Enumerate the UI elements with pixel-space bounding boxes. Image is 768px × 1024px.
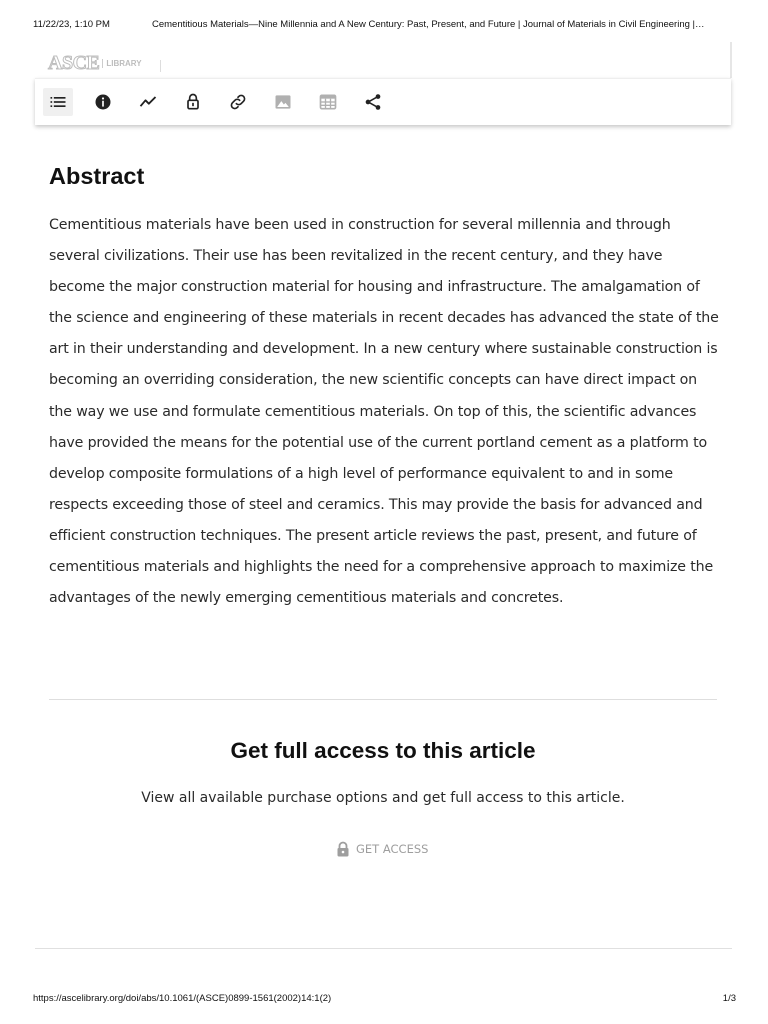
info-icon [93,92,113,112]
contents-button[interactable] [43,88,73,116]
print-header [0,0,768,50]
access-description: View all available purchase options and get full access to this article. [141,790,625,806]
link-button[interactable] [226,90,250,114]
bottom-rule [35,948,732,949]
print-url: https://ascelibrary.org/doi/abs/10.1061/(ASCE)0899-1561(2002)14:1(2) [33,993,332,1004]
get-access-button[interactable] [336,841,428,857]
print-page-number: 1/3 [722,993,736,1004]
lock-icon [183,92,203,112]
image-icon [273,92,293,112]
list-icon [48,92,68,112]
access-heading: Get full access to this article [230,738,536,763]
print-footer [0,993,768,1013]
figures-button[interactable] [271,90,295,114]
tables-button[interactable] [316,90,340,114]
access-lock-button[interactable] [181,90,205,114]
asce-library-logo[interactable] [48,52,142,75]
logo-sub: LIBRARY [102,59,141,68]
table-icon [318,92,338,112]
print-doc-title: Cementitious Materials—Nine Millennia and A New Century: Past, Present, and Future | Journal of Materials in Civil Engineering |… [152,19,705,30]
info-button[interactable] [91,90,115,114]
share-button[interactable] [361,90,385,114]
logo-bar-edge [730,42,732,78]
abstract-body: Cementitious materials have been used in construction for several millennia and through several civilizations. Their use has been revitalized in the recent century, and they have become the major construction material for housing and infrastructure. The amalgamation of the science and engineering of these materials in recent decades has advanced the state of the art in their understanding and development. In a new century where sustainable construction is becoming an overriding consideration, the new scientific concepts can have direct impact on the way we use and formulate cementitious materials. On top of this, the scientific advances have provided the means for the potential use of the current portland cement as a platform to develop composite formulations of a high level of performance equivalent to and in some respects exceeding those of steel and ceramics. This may provide the basis for advanced and efficient construction techniques. The present article reviews the past, present, and future of cementitious materials and highlights the need for a comprehensive approach to maximize the advantages of the newly emerging cementitious materials and concretes. [49,217,719,607]
logo-brand: ASCE [48,52,100,74]
logo-bar [36,50,732,78]
get-access-label: GET ACCESS [356,842,429,856]
share-icon [363,92,383,112]
abstract-heading: Abstract [49,163,145,189]
section-divider [49,699,717,700]
article-toolbar [35,78,731,125]
trending-icon [138,92,158,112]
print-datetime: 11/22/23, 1:10 PM [33,19,110,30]
logo-separator [160,60,161,72]
metrics-button[interactable] [136,90,160,114]
lock-icon [336,841,350,857]
link-icon [228,92,248,112]
